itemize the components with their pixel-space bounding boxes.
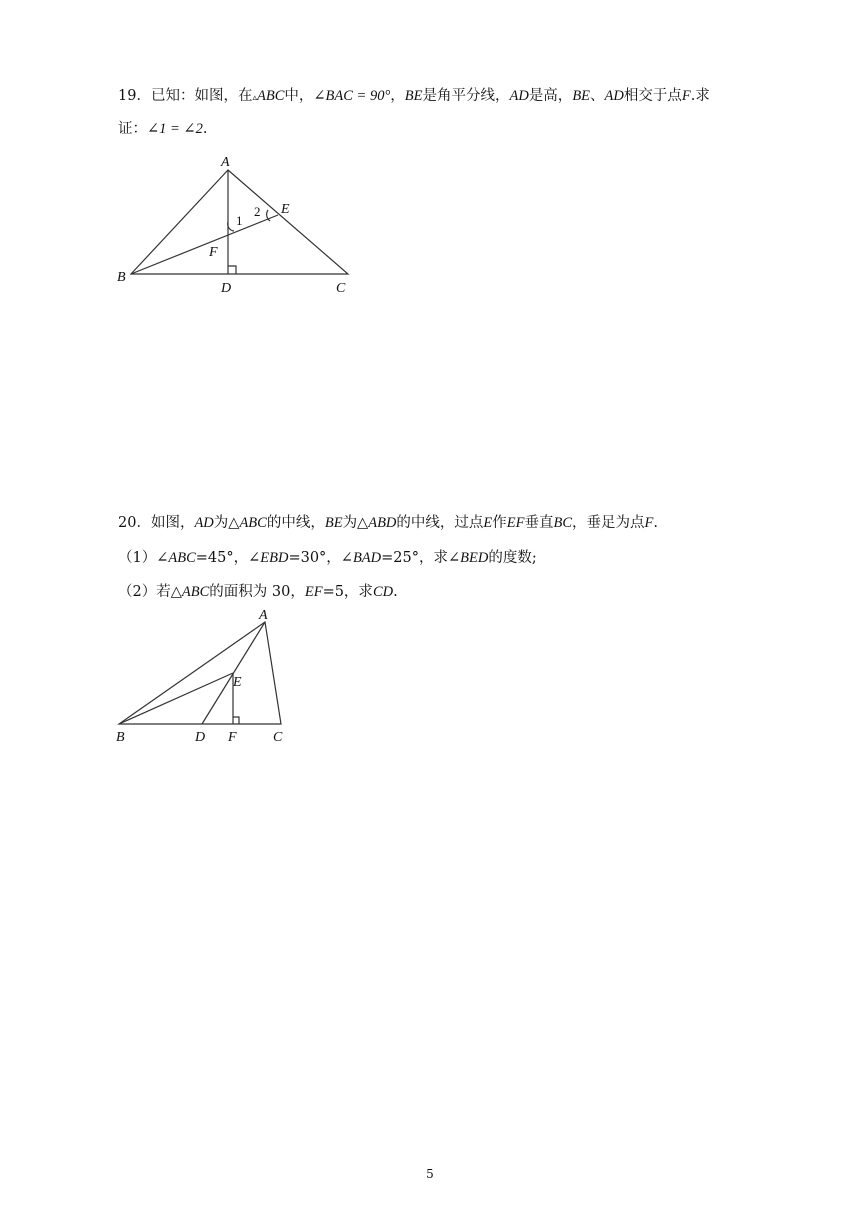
bisector-be bbox=[131, 215, 278, 274]
label-f: F bbox=[209, 245, 218, 260]
label-c-2: C bbox=[273, 730, 283, 745]
label-a: A bbox=[221, 155, 230, 170]
q20-line3: （2）若△ABC的面积为 30，EF=5，求CD. bbox=[118, 584, 398, 600]
triangle-abc-2 bbox=[119, 622, 281, 724]
median-ad bbox=[202, 622, 265, 724]
label-angle-2: 2 bbox=[254, 204, 261, 219]
label-c: C bbox=[336, 281, 346, 296]
label-e-2: E bbox=[233, 675, 242, 690]
label-angle-1: 1 bbox=[236, 213, 243, 228]
page-number: 5 bbox=[426, 1167, 434, 1181]
label-d: D bbox=[221, 281, 232, 296]
label-d-2: D bbox=[195, 730, 206, 745]
median-be bbox=[119, 673, 233, 724]
angle-2-arc bbox=[267, 210, 270, 221]
label-b: B bbox=[117, 270, 126, 285]
q20-line1: 20．如图，AD为△ABC的中线，BE为△ABD的中线，过点E作EF垂直BC，垂足为点F. bbox=[118, 515, 658, 531]
right-angle-mark-f bbox=[233, 717, 239, 724]
label-b-2: B bbox=[116, 730, 125, 745]
q19-line1: 19．已知：如图，在▵ABC中，∠BAC = 90°，BE是角平分线，AD是高，BE、AD相交于点F.求 bbox=[118, 88, 710, 104]
angle-1-arc bbox=[228, 222, 234, 231]
right-angle-mark-d bbox=[228, 266, 236, 274]
q20-line2: （1）∠ABC=45°，∠EBD=30°，∠BAD=25°，求∠BED的度数; bbox=[118, 550, 537, 566]
label-f-2: F bbox=[228, 730, 237, 745]
label-a-2: A bbox=[259, 608, 268, 623]
label-e: E bbox=[281, 202, 290, 217]
triangle-abc bbox=[131, 170, 348, 274]
q19-line2: 证：∠1 = ∠2. bbox=[118, 121, 208, 137]
